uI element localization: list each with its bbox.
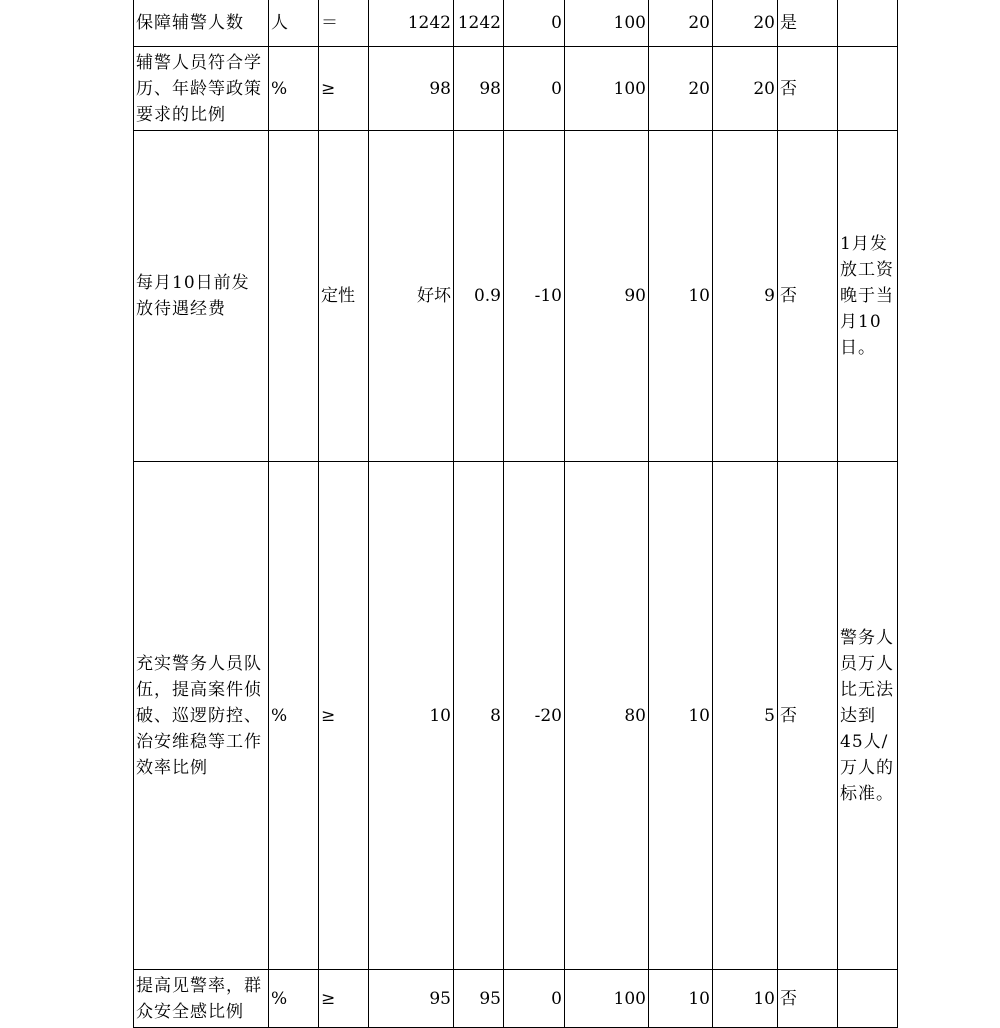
weight-value: 20 xyxy=(649,47,713,131)
deviation-value: -10 xyxy=(504,131,565,462)
operator-cell: 定性 xyxy=(319,131,369,462)
indicator-name: 充实警务人员队伍，提高案件侦破、巡逻防控、治安维稳等工作效率比例 xyxy=(134,462,269,970)
flag-cell: 否 xyxy=(778,462,838,970)
weight-value: 10 xyxy=(649,462,713,970)
target-value: 好坏 xyxy=(369,131,454,462)
table-row xyxy=(134,462,898,970)
flag-cell: 否 xyxy=(778,131,838,462)
score-rate-value: 90 xyxy=(565,131,649,462)
flag-cell: 否 xyxy=(778,970,838,1028)
table-row xyxy=(134,131,898,462)
unit-cell: 人 xyxy=(269,0,319,47)
table-row xyxy=(134,47,898,131)
indicator-name: 提高见警率，群众安全感比例 xyxy=(134,970,269,1028)
score-value: 9 xyxy=(713,131,778,462)
score-value: 10 xyxy=(713,970,778,1028)
score-rate-value: 100 xyxy=(565,47,649,131)
score-value: 20 xyxy=(713,0,778,47)
operator-cell: ≥ xyxy=(319,47,369,131)
flag-cell: 是 xyxy=(778,0,838,47)
score-rate-value: 100 xyxy=(565,0,649,47)
target-value: 98 xyxy=(369,47,454,131)
weight-value: 10 xyxy=(649,131,713,462)
flag-cell: 否 xyxy=(778,47,838,131)
score-value: 20 xyxy=(713,47,778,131)
note-cell: 警务人员万人比无法达到45人/万人的标准。 xyxy=(838,462,898,970)
table-row xyxy=(134,970,898,1028)
indicator-name: 每月10日前发放待遇经费 xyxy=(134,131,269,462)
performance-table xyxy=(133,0,898,1028)
operator-cell: ≥ xyxy=(319,970,369,1028)
indicator-name: 辅警人员符合学历、年龄等政策要求的比例 xyxy=(134,47,269,131)
actual-value: 1242 xyxy=(454,0,504,47)
unit-cell: % xyxy=(269,462,319,970)
score-rate-value: 100 xyxy=(565,970,649,1028)
deviation-value: -20 xyxy=(504,462,565,970)
weight-value: 10 xyxy=(649,970,713,1028)
note-cell: 1月发放工资晚于当月10日。 xyxy=(838,131,898,462)
target-value: 1242 xyxy=(369,0,454,47)
target-value: 95 xyxy=(369,970,454,1028)
weight-value: 20 xyxy=(649,0,713,47)
operator-cell: ＝ xyxy=(319,0,369,47)
deviation-value: 0 xyxy=(504,47,565,131)
unit-cell xyxy=(269,131,319,462)
deviation-value: 0 xyxy=(504,970,565,1028)
target-value: 10 xyxy=(369,462,454,970)
deviation-value: 0 xyxy=(504,0,565,47)
indicator-name: 保障辅警人数 xyxy=(134,0,269,47)
actual-value: 8 xyxy=(454,462,504,970)
actual-value: 95 xyxy=(454,970,504,1028)
score-value: 5 xyxy=(713,462,778,970)
note-cell xyxy=(838,47,898,131)
table-row xyxy=(134,0,898,47)
score-rate-value: 80 xyxy=(565,462,649,970)
actual-value: 98 xyxy=(454,47,504,131)
unit-cell: % xyxy=(269,47,319,131)
unit-cell: % xyxy=(269,970,319,1028)
note-cell xyxy=(838,970,898,1028)
actual-value: 0.9 xyxy=(454,131,504,462)
note-cell xyxy=(838,0,898,47)
operator-cell: ≥ xyxy=(319,462,369,970)
